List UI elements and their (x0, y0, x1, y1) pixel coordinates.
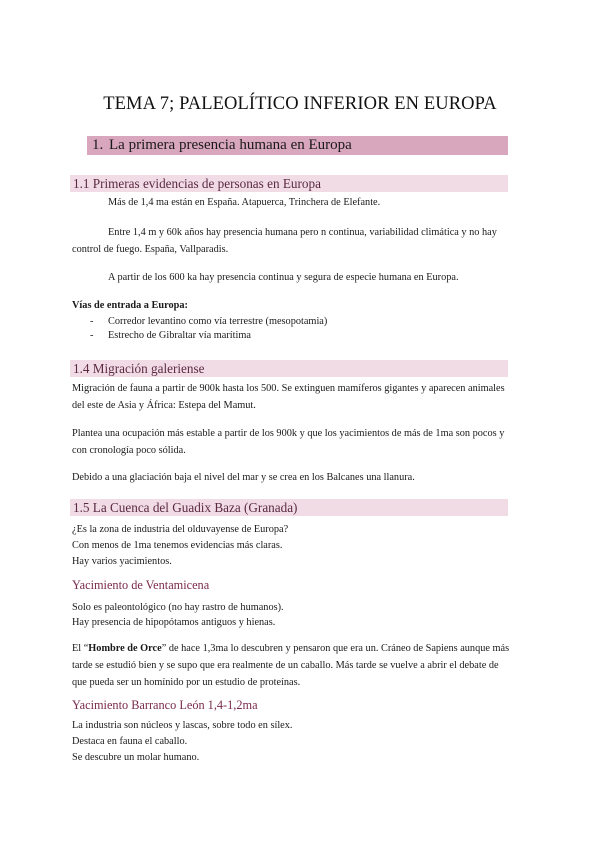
barranco-line-1: La industria son núcleos y lascas, sobre todo en sílex. (72, 720, 293, 731)
barranco-line-3: Se descubre un molar humano. (72, 752, 200, 763)
orce-prefix: El “ (72, 643, 89, 654)
vias-label: Vías de entrada a Europa: (72, 300, 188, 311)
list-dash: - (90, 330, 94, 341)
s11-paragraph-2: Entre 1,4 m y 60k años hay presencia humana pero n continua, variabilidad climática y no hay control de fuego. España, Vallparadis. (72, 227, 497, 255)
section-1-title: La primera presencia humana en Europa (109, 137, 352, 153)
s14-paragraph-3: Debido a una glaciación baja el nivel del mar y se crea en los Balcanes una llanura. (72, 472, 415, 483)
section-1-heading (87, 136, 508, 155)
s15-line-1: ¿Es la zona de industria del olduvayense de Europa? (72, 524, 289, 535)
orce-rest: ” de hace 1,3ma lo descubren y pensaron que era un. Cráneo de Sapiens aunque más tarde se estudió bien y se supo que era realmente de un caballo. Más tarde se vuelve a abrir el debate de que pueda ser un homínido por un estudio de proteínas. (72, 643, 510, 688)
section-1-5-heading (70, 499, 508, 516)
s11-paragraph-3: A partir de los 600 ka hay presencia continua y segura de especie humana en Europa. (108, 272, 459, 283)
ventamicena-line-2: Hay presencia de hipopótamos antiguos y hienas. (72, 617, 276, 628)
ventamicena-line-1: Solo es paleontológico (no hay rastro de humanos). (72, 602, 284, 613)
document-title: TEMA 7; PALEOLÍTICO INFERIOR EN EUROPA (103, 94, 497, 114)
s15-line-3: Hay varios yacimientos. (72, 556, 172, 567)
barranco-heading: Yacimiento Barranco León 1,4-1,2ma (72, 698, 258, 712)
section-1-4-title: 1.4 Migración galeriense (73, 361, 205, 376)
s15-line-2: Con menos de 1ma tenemos evidencias más claras. (72, 540, 283, 551)
orce-paragraph (72, 640, 512, 691)
list-item-text: Corredor levantino como vía terrestre (mesopotamia) (108, 316, 328, 327)
barranco-line-2: Destaca en fauna el caballo. (72, 736, 188, 747)
orce-bold-term: Hombre de Orce (88, 643, 162, 654)
ventamicena-heading: Yacimiento de Ventamicena (72, 578, 210, 592)
section-1-number: 1. (92, 137, 104, 153)
s14-paragraph-1: Migración de fauna a partir de 900k hasta los 500. Se extinguen mamíferos gigantes y aparecen animales del este de Asia y África: Estepa del Mamut. (72, 383, 505, 411)
s11-paragraph-1: Más de 1,4 ma están en España. Atapuerca, Trinchera de Elefante. (108, 197, 381, 208)
section-1-1-heading (70, 175, 508, 192)
list-item-text: Estrecho de Gibraltar vía marítima (108, 330, 251, 341)
section-1-4-heading (70, 360, 508, 377)
section-1-5-title: 1.5 La Cuenca del Guadix Baza (Granada) (73, 500, 298, 515)
list-dash: - (90, 316, 94, 327)
section-1-1-title: 1.1 Primeras evidencias de personas en Europa (73, 176, 321, 191)
s14-paragraph-2: Plantea una ocupación más estable a partir de los 900k y que los yacimientos de más de 1ma son pocos y con cronología poco sólida. (72, 428, 505, 456)
